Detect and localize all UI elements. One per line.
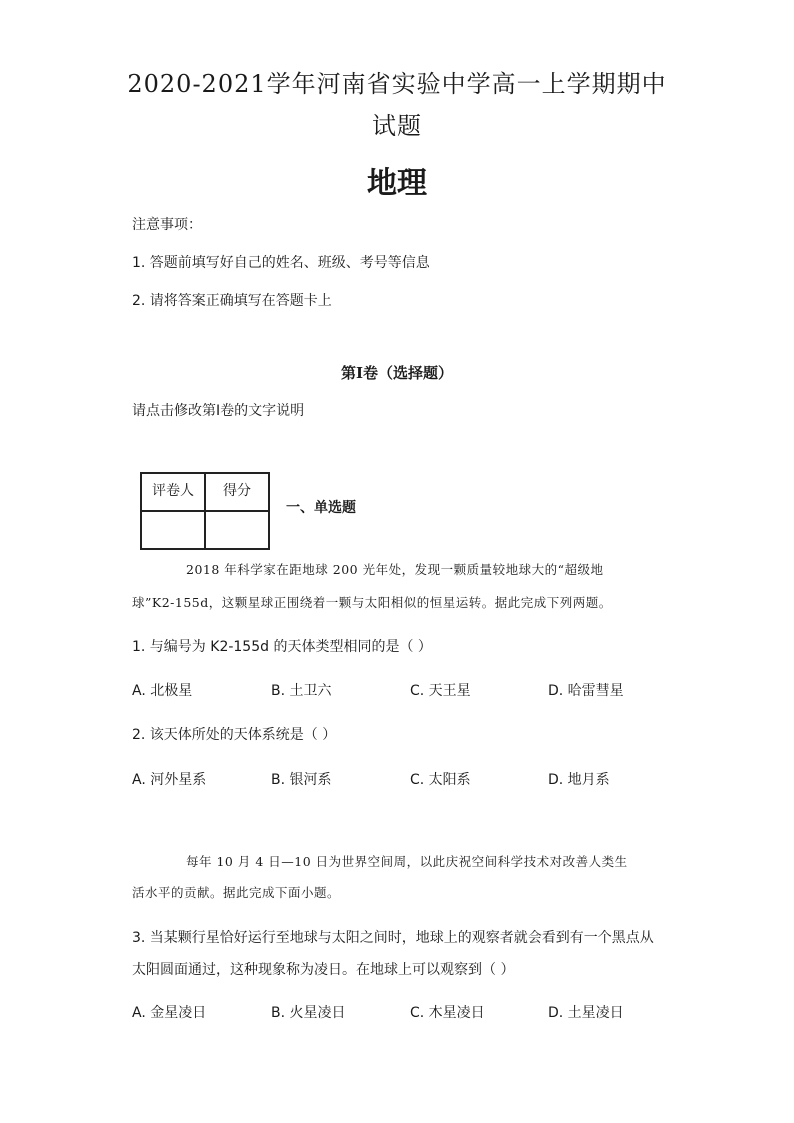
- question-2-option-b: B. 银河系: [271, 772, 332, 788]
- question-3-stem-line1: 3. 当某颗行星恰好运行至地球与太阳之间时，地球上的观察者就会看到有一个黑点从: [132, 930, 654, 946]
- question-1-option-a: A. 北极星: [132, 683, 193, 699]
- question-3-stem-line2: 太阳圆面通过，这种现象称为凌日。在地球上可以观察到（ ）: [132, 962, 515, 978]
- passage1-line2: 球”K2-155d，这颗星球正围绕着一颗与太阳相似的恒星运转。据此完成下列两题。: [132, 595, 612, 610]
- notes-item-1: 1. 答题前填写好自己的姓名、班级、考号等信息: [132, 255, 430, 271]
- question-1-option-d: D. 哈雷彗星: [548, 683, 624, 699]
- passage1-line1: 2018 年科学家在距地球 200 光年处，发现一颗质量较地球大的“超级地: [186, 562, 604, 577]
- section-description: 请点击修改第I卷的文字说明: [132, 403, 305, 419]
- score-table-cell-grader: [141, 511, 205, 549]
- part-heading: 一、单选题: [286, 500, 356, 516]
- question-2-option-c: C. 太阳系: [410, 772, 471, 788]
- score-table-header-grader: 评卷人: [141, 473, 205, 511]
- notes-item-2: 2. 请将答案正确填写在答题卡上: [132, 293, 332, 309]
- question-3-option-c: C. 木星凌日: [410, 1005, 485, 1021]
- section-title: 第I卷（选择题）: [340, 364, 454, 382]
- notes-heading: 注意事项：: [132, 217, 202, 233]
- subject-title: 地理: [367, 166, 427, 201]
- question-2-option-a: A. 河外星系: [132, 772, 207, 788]
- question-1-option-b: B. 土卫六: [271, 683, 332, 699]
- document-title-line1: 2020-2021学年河南省实验中学高一上学期期中: [127, 70, 667, 98]
- document-title-line2: 试题: [372, 112, 422, 140]
- passage2-line1: 每年 10 月 4 日—10 日为世界空间周，以此庆祝空间科学技术对改善人类生: [186, 854, 628, 869]
- score-table-header-score: 得分: [205, 473, 269, 511]
- question-2-stem: 2. 该天体所处的天体系统是（ ）: [132, 727, 337, 743]
- question-3-option-b: B. 火星凌日: [271, 1005, 346, 1021]
- score-table: [140, 472, 270, 550]
- question-1-stem: 1. 与编号为 K2-155d 的天体类型相同的是（ ）: [132, 639, 432, 655]
- question-1-option-c: C. 天王星: [410, 683, 471, 699]
- question-3-option-d: D. 土星凌日: [548, 1005, 624, 1021]
- score-table-cell-score: [205, 511, 269, 549]
- question-3-option-a: A. 金星凌日: [132, 1005, 207, 1021]
- question-2-option-d: D. 地月系: [548, 772, 610, 788]
- passage2-line2: 活水平的贡献。据此完成下面小题。: [132, 885, 341, 900]
